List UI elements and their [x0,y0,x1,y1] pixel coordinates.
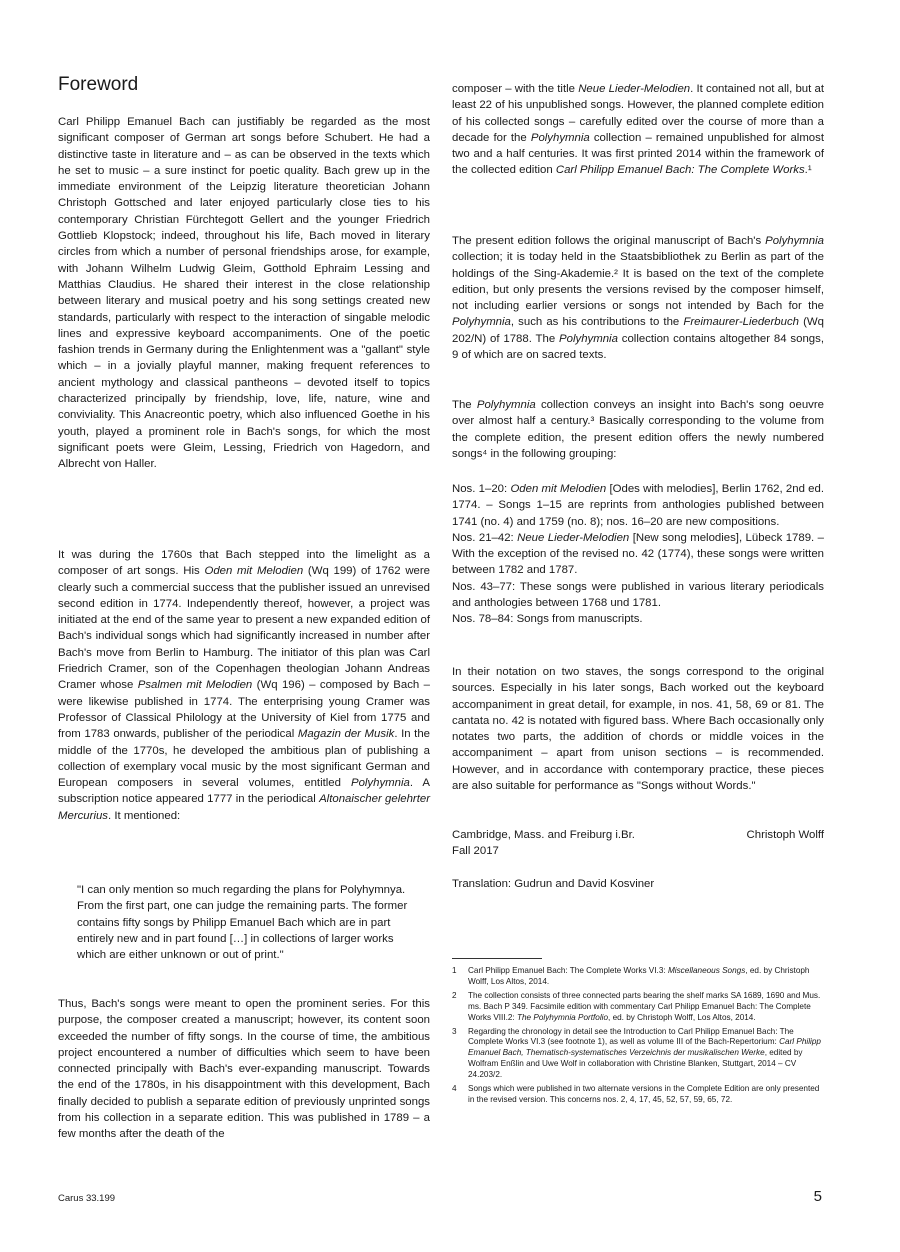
italic-title: Polyhymnia [765,235,824,247]
italic-title: Oden mit Melodien [510,483,607,495]
right-paragraph-3 [452,397,824,462]
text-run: Carl Philipp Emanuel Bach: The Complete Works VI.3: [468,966,668,975]
text-run: , edited by Wolfram Enßlin and Uwe Wolf in collaboration with Christine Blanken, Stuttgart, 2014 – CV 24.203/2. [468,1048,803,1080]
signature-row [452,827,824,843]
page-title: Foreword [58,74,139,95]
text-run: . It contained not all, but at least 22 of his unpublished songs. However, the planned complete edition of his collected songs – carefully edited over the course of more than a decade for the [452,83,824,144]
footnote [452,991,824,1024]
text-run: (Wq 196) – composed by Bach – were likewise published in 1774. The enterprising young Cramer was Professor of Classical Philology at the University of Kiel from 1775 and from 1783 onwards, publisher of the periodical [58,679,431,741]
footnote-text [468,1027,824,1082]
italic-title: Freimaurer-Liederbuch [683,316,800,329]
text-run: collection; it is today held in the Staatsbibliothek zu Berlin as part of the holdings of the Sing-Akademie.² It is based on the text of the complete edition, but only presents the versions revised by the composer himself, not including earlier versions or songs not intended by Bach for the [452,251,824,313]
block-quote: "I can only mention so much regarding the plans for Polyhymnya. From the first part, one can judge the remaining parts. The former contains fifty songs by Philipp Emanuel Bach which are in part entirely new and in part found […] in collections of larger works which are either unknown or out of print." [77,884,408,962]
footnotes [452,966,824,1109]
page-number: 5 [813,1188,822,1205]
signature-place: Cambridge, Mass. and Freiburg i.Br. [452,829,635,841]
italic-title: Polyhymnia [559,332,618,345]
italic-title: Carl Philipp Emanuel Bach: The Complete Works [555,164,805,177]
footnote [452,966,824,988]
text-run: collection conveys an insight into Bach's song oeuvre over almost half a century.³ Basically corresponding to the volume from the complete edition, the present edition offers the newly numbered songs⁴ in the following grouping: [452,399,824,460]
translation-credit: Translation: Gudrun and David Kosviner [452,878,655,890]
text-run: [Odes with melodies], Berlin 1762, 2nd ed. 1774. – Songs 1–15 are reprints from anthologies published between 1741 (no. 4) and 1759 (no. 8); nos. 16–20 are new compositions. [452,483,824,528]
right-paragraph-1 [452,81,824,179]
text-run: , ed. by Christoph Wolff, Los Altos, 2014. [468,966,810,986]
italic-title: Neue Lieder-Melodien [517,531,630,544]
italic-title: Magazin der Musik [297,728,395,741]
text-run: (Wq 202/N) of 1788. The [452,316,824,345]
footnote [452,1027,824,1082]
italic-title: The Polyhymnia Portfolio [517,1012,609,1022]
text-run: The collection consists of three connected parts bearing the shelf marks SA 1689, 1690 and Mus. ms. Bach P 349. Facsimile edition with commentary Carl Philipp Emanuel Bach: The Complete Works VIII.2: [468,990,821,1022]
text-run: Nos. 1–20: [452,483,511,495]
footnote-text [468,991,824,1024]
footnote-text [468,966,824,988]
text-run: collection contains altogether 84 songs, 9 of which are on sacred texts. [452,332,824,362]
text-run: , such as his contributions to the [510,316,684,329]
footnote-rule [452,958,542,959]
right-paragraph-2 [452,233,824,363]
text-run: It was during the 1760s that Bach stepped into the limelight as a composer of art songs. His [58,549,430,578]
italic-title: Polyhymnia [452,316,511,329]
text-run: collection – remained unpublished for almost two and a half centuries. It was first printed 2014 within the framework of the collected edition [452,131,824,177]
group-item-1 [452,481,824,530]
footnote-number: 2 [452,990,457,1000]
footnote-number: 3 [452,1026,457,1036]
italic-title: Neue Lieder-Melodien [578,83,691,95]
left-paragraph-3: Thus, Bach's songs were meant to open the prominent series. For this purpose, the composer created a manuscript; however, its content soon exceeded the number of fifty songs. In the course of time, the ambitious project encountered a number of difficulties which seem to have been connected principally with Bach's ever-expanding manuscript. Towards the end of the 1780s, in his disappointment with this development, Bach finally decided to publish a separate edition of previously unprinted songs from his collection in a separate edition. This was published in 1789 – a few months after the death of the [58,998,430,1141]
italic-title: Oden mit Melodien [204,565,304,578]
footnote-text [468,1084,824,1106]
footnote-number: 4 [452,1084,457,1094]
signature-date: Fall 2017 [452,845,499,857]
left-paragraph-2 [58,547,430,824]
group-item-2 [452,530,824,579]
italic-title: Carl Philipp Emanuel Bach, Thematisch-systematisches Verzeichnis der musikalischen Werke [468,1037,821,1058]
text-run: . A subscription notice appeared 1777 in the periodical [58,777,430,806]
text-run: (Wq 199) of 1762 were clearly such a commercial success that the publisher issued an unrevised second edition in 1774. Independently thereof, however, a project was initiated at the end of the same year to present a new expanded edition of Bach's individual songs which had significantly increased in number after Bach's move from Berlin to Hamburg. The initiator of this plan was Carl Friedrich Cramer, son of the Copenhagen theologian Johann Andreas Cramer whose [58,565,431,692]
text-run: composer – with the title [452,83,579,95]
footnote [452,1084,824,1106]
text-run: Nos. 21–42: [452,531,518,544]
signature-author: Christoph Wolff [746,829,824,841]
footer-catalog-number: Carus 33.199 [58,1193,116,1204]
right-paragraph-4: In their notation on two staves, the songs correspond to the original sources. Especially in his later songs, Bach worked out the keyboard accompaniment in great detail, for example, in nos. 41, 58, 69 or 81. The cantata no. 42 is notated with figured bass. Where Bach occasionally only notates two parts, the addition of chords or middle voices in the accompaniment – apart from unison sections – is recommended. However, and in accordance with contemporary practice, these pieces are also suitable for performance as "Songs without Words." [452,666,824,793]
text-run: . In the middle of the 1770s, he developed the ambitious plan of publishing a collection of exemplary vocal music by the most significant German and European composers in several volumes, entitled [58,728,431,790]
text-run: The present edition follows the original manuscript of Bach's [452,235,766,247]
text-run: The [452,399,477,411]
text-run: . It mentioned: [108,809,181,822]
italic-title: Polyhymnia [530,131,590,144]
group-item-3: Nos. 43–77: These songs were published in various literary periodicals and anthologies between 1768 und 1781. [452,580,824,610]
italic-title: Altonaischer gelehrter Mercurius [58,793,430,822]
text-run: Songs which were published in two alternate versions in the Complete Edition are only presented in the revised version. This concerns nos. 2, 4, 17, 45, 52, 57, 59, 65, 72. [468,1084,820,1104]
italic-title: Psalmen mit Melodien [137,679,253,692]
italic-title: Polyhymnia [350,777,410,790]
italic-title: Miscellaneous Songs [667,966,746,975]
left-paragraph-1: Carl Philipp Emanuel Bach can justifiably be regarded as the most significant composer of German art songs before Schubert. He had a distinctive taste in literature and – as can be observed in the texts which he set to music – a sure instinct for poetic quality. Bach grew up in the immediate environment of the Leipzig literature theoretician Johann Christoph Gottsched and later enjoyed particularly close ties to his contemporary Christian Fürchtegott Gellert and the younger Friedrich Gottlieb Klopstock; indeed, throughout his life, Bach moved in literary circles from which a number of personal friendships arose, for example, with Johann Wilhelm Ludwig Gleim, Gotthold Ephraim Lessing and Matthias Claudius. He shared their interest in the close relationship between literary and musical poetry and his song settings created new standards, particularly with respect to the interaction of singable melodic lines and expressive keyboard accompaniments. One of the poetic fashion trends in Germany during the Enlightenment was a "gallant" style which – in a jovially playful manner, making frequent references to ancient mythology and classical pantheons – devoted itself to topics characterized principally by friendship, love, life, nature, wine and conviviality. This Anacreontic poetry, which also influenced Goethe in his youth, played a prominent role in Bach's songs, for which the most significant poets were Gleim, Lessing, Friedrich von Hagedorn, and Albrecht von Haller. [58,116,430,471]
group-item-4: Nos. 78–84: Songs from manuscripts. [452,613,643,626]
text-run: .¹ [804,164,812,177]
text-run: [New song melodies], Lübeck 1789. – With the exception of the revised no. 42 (1774), these songs were written between 1782 and 1787. [452,531,824,577]
footnote-number: 1 [452,966,457,975]
song-grouping-list [452,481,824,628]
text-run: , ed. by Christoph Wolff, Los Altos, 2014. [608,1012,756,1022]
text-run: Regarding the chronology in detail see the Introduction to Carl Philipp Emanuel Bach: The Complete Works VI.3 (see footnote 1), as well as volume III of the Bach-Repertorium: [468,1026,794,1047]
italic-title: Polyhymnia [476,399,536,411]
